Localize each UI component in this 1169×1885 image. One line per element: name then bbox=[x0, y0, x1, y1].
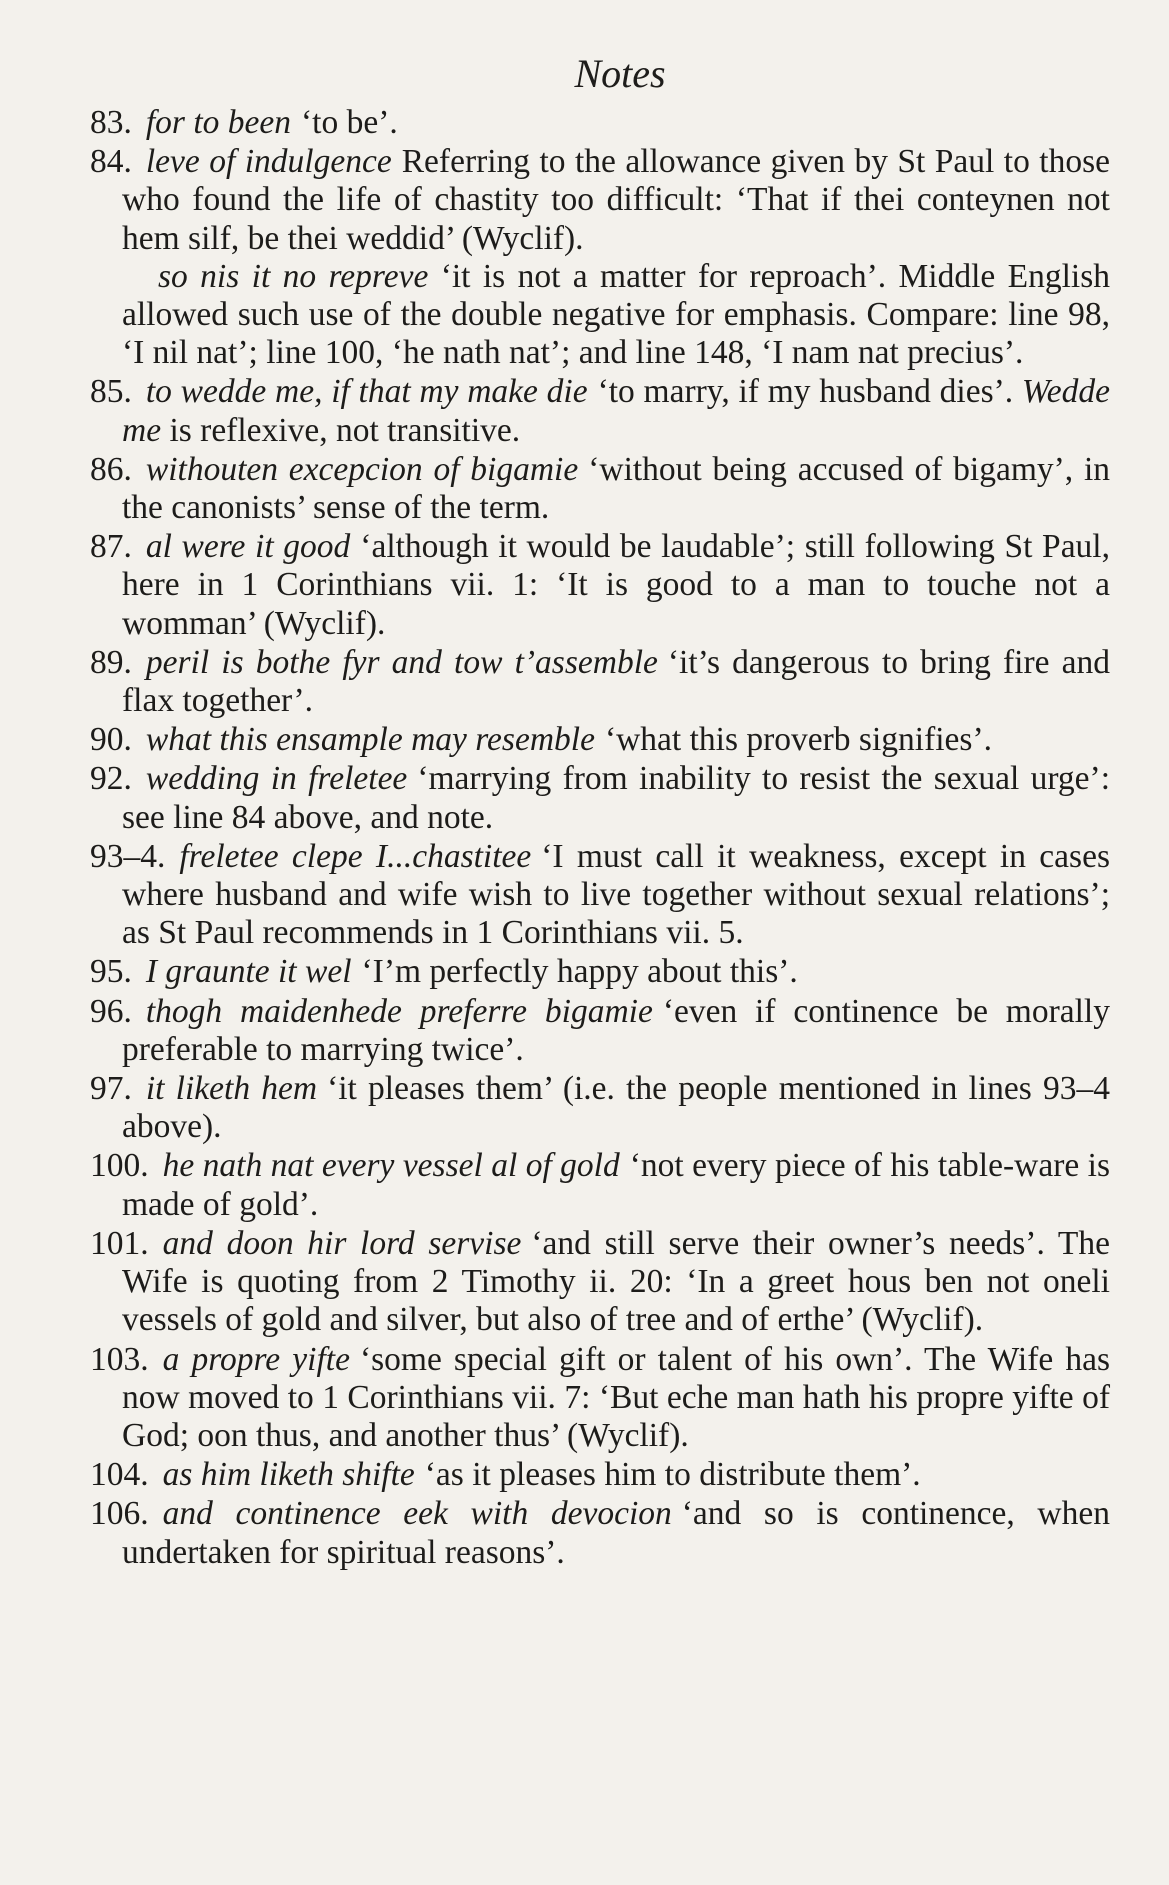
note-gloss: ‘I’m perfectly happy about this’. bbox=[361, 953, 798, 991]
note-87 bbox=[90, 528, 1110, 643]
note-90 bbox=[90, 721, 1110, 759]
note-lemma: a propre yifte bbox=[162, 1340, 350, 1378]
note-number: 93–4. bbox=[90, 837, 166, 875]
note-95 bbox=[90, 953, 1110, 991]
note-number: 90. bbox=[90, 721, 132, 759]
note-103 bbox=[90, 1341, 1110, 1456]
note-gloss: ‘to marry, if my husband dies’. bbox=[597, 373, 1014, 411]
note-lemma: and doon hir lord servise bbox=[162, 1224, 522, 1262]
note-lemma: what this ensample may resemble bbox=[145, 721, 595, 759]
note-lemma: as him liketh shifte bbox=[162, 1456, 415, 1494]
note-lemma: I graunte it wel bbox=[145, 953, 352, 991]
note-lemma: withouten excepcion of bigamie bbox=[145, 450, 579, 488]
note-number: 95. bbox=[90, 953, 132, 991]
note-86 bbox=[90, 451, 1110, 527]
note-gloss-italic: Wedde me bbox=[122, 373, 1110, 449]
note-number: 85. bbox=[90, 373, 132, 411]
note-gloss: ‘and still serve their owner’s needs’. The Wife is quoting from 2 Timothy ii. 20: ‘In a greet hous ben not oneli vessels of gold and silver, but also of tree and of erthe’ (Wyclif). bbox=[122, 1224, 1110, 1339]
note-sub-entry bbox=[122, 258, 1110, 373]
running-head: Notes bbox=[574, 51, 666, 96]
note-lemma: freletee clepe I...chastitee bbox=[179, 837, 532, 875]
note-89 bbox=[90, 644, 1110, 720]
note-gloss: ‘as it pleases him to distribute them’. bbox=[424, 1456, 921, 1494]
note-gloss: Referring to the allowance given by St Paul to those who found the life of chastity too difficult: ‘That if thei conteynen not hem silf, be thei weddid’ (Wyclif). bbox=[122, 143, 1110, 257]
note-101 bbox=[90, 1225, 1110, 1340]
note-number: 84. bbox=[90, 143, 132, 181]
note-lemma: thogh maidenhede preferre bigamie bbox=[145, 992, 653, 1030]
note-gloss: ‘although it would be laudable’; still following St Paul, here in 1 Corinthians vii. 1: ‘It is good to a man to touche not a womman’ (Wyclif). bbox=[122, 528, 1110, 642]
notes-list bbox=[90, 104, 1110, 1573]
note-lemma: wedding in freletee bbox=[145, 760, 408, 798]
note-106 bbox=[90, 1495, 1110, 1571]
note-96 bbox=[90, 993, 1110, 1069]
note-number: 103. bbox=[90, 1340, 149, 1378]
note-number: 97. bbox=[90, 1070, 132, 1108]
note-number: 92. bbox=[90, 760, 132, 798]
note-gloss: ‘I must call it weakness, except in cases where husband and wife wish to live together without sexual relations’; as St Paul recommends in 1 Corinthians vii. 5. bbox=[122, 837, 1110, 952]
note-84 bbox=[90, 143, 1110, 372]
note-gloss: ‘marrying from inability to resist the sexual urge’: see line 84 above, and note. bbox=[122, 760, 1110, 836]
note-lemma: he nath nat every vessel al of gold bbox=[162, 1147, 620, 1185]
note-number: 86. bbox=[90, 450, 132, 488]
note-number: 87. bbox=[90, 528, 132, 566]
note-number: 101. bbox=[90, 1224, 149, 1262]
note-gloss: ‘not every piece of his table-ware is made of gold’. bbox=[122, 1147, 1110, 1223]
note-lemma: to wedde me, if that my make die bbox=[145, 373, 588, 411]
note-number: 100. bbox=[90, 1147, 149, 1185]
note-gloss: ‘to be’. bbox=[301, 104, 398, 141]
note-gloss: ‘even if continence be morally preferable to marrying twice’. bbox=[122, 992, 1110, 1068]
note-lemma: peril is bothe fyr and tow t’assemble bbox=[145, 643, 658, 681]
note-85 bbox=[90, 373, 1110, 449]
note-97 bbox=[90, 1070, 1110, 1146]
note-lemma: for to been bbox=[145, 104, 292, 141]
note-number: 96. bbox=[90, 992, 132, 1030]
note-lemma: leve of indulgence bbox=[145, 143, 392, 181]
note-83 bbox=[90, 104, 1110, 142]
note-gloss: ‘and so is continence, when undertaken for spiritual reasons’. bbox=[122, 1495, 1110, 1571]
note-gloss: ‘what this proverb signifies’. bbox=[604, 721, 992, 759]
note-gloss: ‘some special gift or talent of his own’. The Wife has now moved to 1 Corinthians vii. 7: ‘But eche man hath his propre yifte of God; oon thus, and another thus’ (Wyclif). bbox=[122, 1340, 1110, 1454]
note-gloss: ‘without being accused of bigamy’, in the canonists’ sense of the term. bbox=[122, 450, 1111, 527]
note-sub-lemma: so nis it no repreve bbox=[158, 257, 429, 295]
note-104 bbox=[90, 1456, 1110, 1494]
note-number: 83. bbox=[90, 104, 132, 141]
note-number: 104. bbox=[90, 1456, 149, 1494]
note-lemma: and continence eek with devocion bbox=[162, 1495, 672, 1533]
note-number: 106. bbox=[90, 1495, 149, 1533]
note-100 bbox=[90, 1147, 1110, 1223]
note-lemma: al were it good bbox=[145, 528, 351, 566]
note-lemma: it liketh hem bbox=[145, 1070, 318, 1108]
note-sub-gloss: ‘it is not a matter for reproach’. Middle English allowed such use of the double negative for emphasis. Compare: line 98, ‘I nil nat’; line 100, ‘he nath nat’; and line 148, ‘I nam nat precius’. bbox=[122, 257, 1111, 372]
note-93-4 bbox=[90, 838, 1110, 953]
note-gloss: ‘it pleases them’ (i.e. the people mentioned in lines 93–4 above). bbox=[122, 1070, 1110, 1146]
note-92 bbox=[90, 760, 1110, 836]
note-number: 89. bbox=[90, 643, 132, 681]
note-gloss: ‘it’s dangerous to bring fire and flax together’. bbox=[122, 643, 1110, 720]
note-gloss-after: is reflexive, not transitive. bbox=[169, 411, 521, 449]
